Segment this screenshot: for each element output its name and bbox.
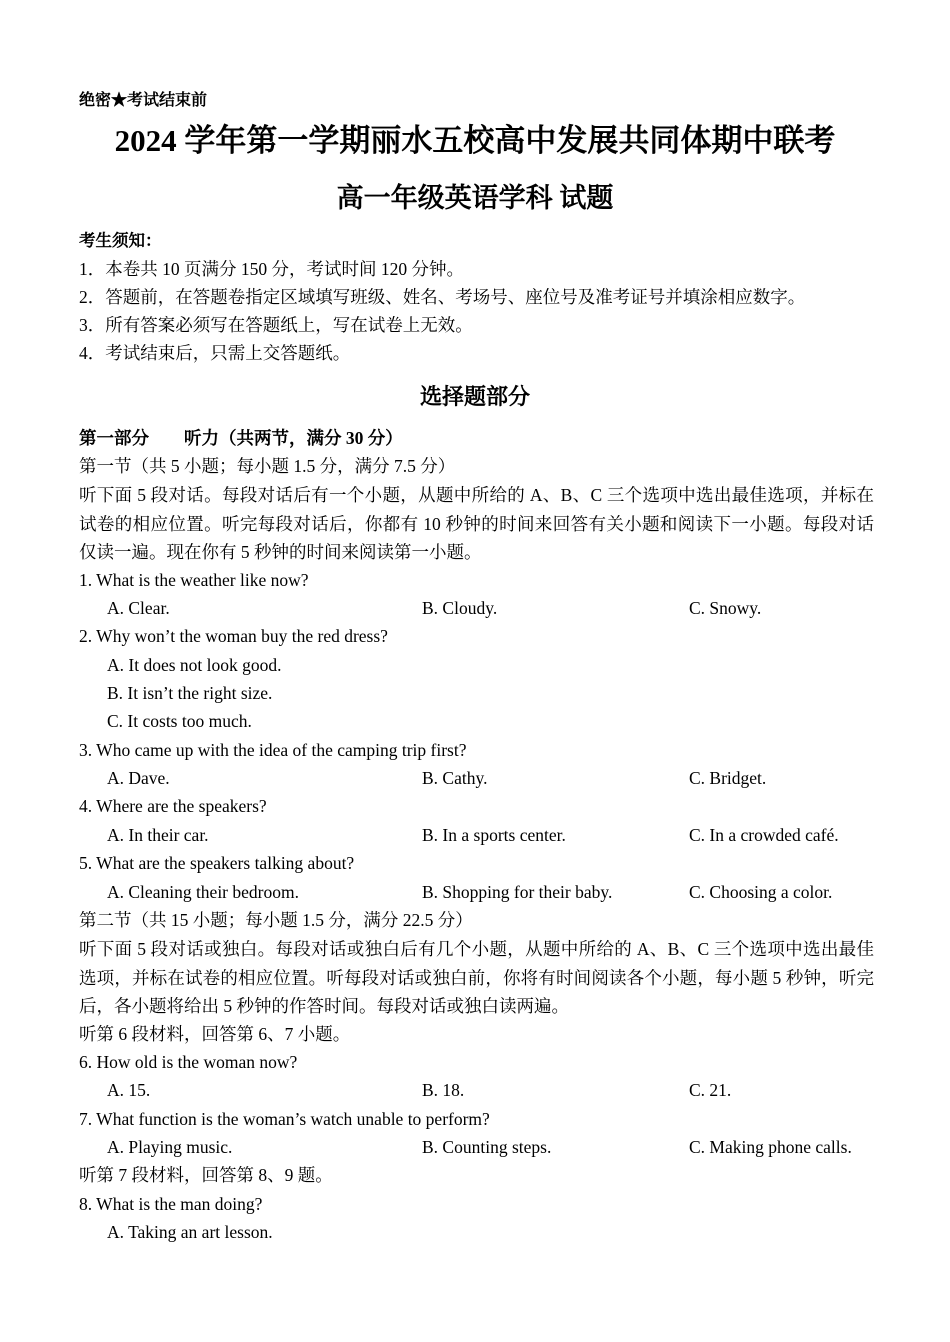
section1-heading: 第一节（共 5 小题；每小题 1.5 分，满分 7.5 分） bbox=[79, 456, 456, 476]
question-5: 5. What are the speakers talking about? bbox=[79, 853, 355, 873]
option-a: A. Cleaning their bedroom. bbox=[107, 882, 299, 902]
question-3: 3. Who came up with the idea of the camping trip first? bbox=[79, 740, 467, 760]
option-a: A. Dave. bbox=[107, 768, 170, 788]
option-a: A. 15. bbox=[107, 1080, 151, 1100]
question-1: 1. What is the weather like now? bbox=[79, 570, 309, 590]
question-4: 4. Where are the speakers? bbox=[79, 796, 267, 816]
option-c: C. Choosing a color. bbox=[689, 882, 833, 902]
option-a: A. In their car. bbox=[107, 825, 209, 845]
material-6-note: 听第 6 段材料，回答第 6、7 小题。 bbox=[79, 1024, 351, 1044]
option-a: A. Playing music. bbox=[107, 1137, 233, 1157]
question-6: 6. How old is the woman now? bbox=[79, 1052, 298, 1072]
section1-instructions: 听下面 5 段对话。每段对话后有一个小题，从题中所给的 A、B、C 三个选项中选出最佳选项，并标在试卷的相应位置。听完每段对话后，你都有 10 秒钟的时间来回答有关小题和阅读下一小题。每段对话仅读一遍。现在你有 5 秒钟的时间来阅读第一小题。 bbox=[79, 485, 874, 562]
question-7: 7. What function is the woman’s watch unable to perform? bbox=[79, 1109, 490, 1129]
option-c: C. It costs too much. bbox=[107, 711, 252, 731]
option-a: A. It does not look good. bbox=[107, 655, 282, 675]
notice-item: 4．考试结束后，只需上交答题纸。 bbox=[79, 343, 351, 363]
confidential-label: 绝密★考试结束前 bbox=[79, 92, 208, 109]
option-b: B. Shopping for their baby. bbox=[422, 882, 613, 902]
material-7-note: 听第 7 段材料，回答第 8、9 题。 bbox=[79, 1165, 333, 1185]
exam-subtitle: 高一年级英语学科 试题 bbox=[336, 183, 614, 213]
question-8: 8. What is the man doing? bbox=[79, 1194, 263, 1214]
option-a: A. Clear. bbox=[107, 598, 170, 618]
option-b: B. 18. bbox=[422, 1080, 465, 1100]
section2-instructions: 听下面 5 段对话或独白。每段对话或独白后有几个小题，从题中所给的 A、B、C 三个选项中选出最佳选项，并标在试卷的相应位置。听每段对话或独白前，你将有时间阅读各个小题，每小题 5 秒钟，听完后，各小题将给出 5 秒钟的作答时间。每段对话或独白读两遍。 bbox=[79, 939, 874, 1016]
notice-item: 1．本卷共 10 页满分 150 分，考试时间 120 分钟。 bbox=[79, 259, 464, 279]
option-b: B. In a sports center. bbox=[422, 825, 566, 845]
option-c: C. Bridget. bbox=[689, 768, 767, 788]
option-c: C. Snowy. bbox=[689, 598, 762, 618]
notice-heading: 考生须知： bbox=[79, 231, 162, 250]
option-b: B. It isn’t the right size. bbox=[107, 683, 273, 703]
notice-item: 3．所有答案必须写在答题纸上，写在试卷上无效。 bbox=[79, 315, 473, 335]
option-a: A. Taking an art lesson. bbox=[107, 1222, 273, 1242]
option-b: B. Cloudy. bbox=[422, 598, 498, 618]
notice-item: 2．答题前，在答题卷指定区域填写班级、姓名、考场号、座位号及准考证号并填涂相应数字。 bbox=[79, 287, 806, 307]
section2-heading: 第二节（共 15 小题；每小题 1.5 分，满分 22.5 分） bbox=[79, 910, 473, 930]
part1-heading: 第一部分 听力（共两节，满分 30 分） bbox=[79, 428, 403, 448]
question-2: 2. Why won’t the woman buy the red dress? bbox=[79, 626, 388, 646]
exam-title: 2024 学年第一学期丽水五校高中发展共同体期中联考 bbox=[114, 123, 836, 158]
option-b: B. Cathy. bbox=[422, 768, 488, 788]
option-c: C. In a crowded café. bbox=[689, 825, 839, 845]
section-title: 选择题部分 bbox=[419, 384, 530, 409]
option-c: C. 21. bbox=[689, 1080, 732, 1100]
option-b: B. Counting steps. bbox=[422, 1137, 552, 1157]
option-c: C. Making phone calls. bbox=[689, 1137, 852, 1157]
